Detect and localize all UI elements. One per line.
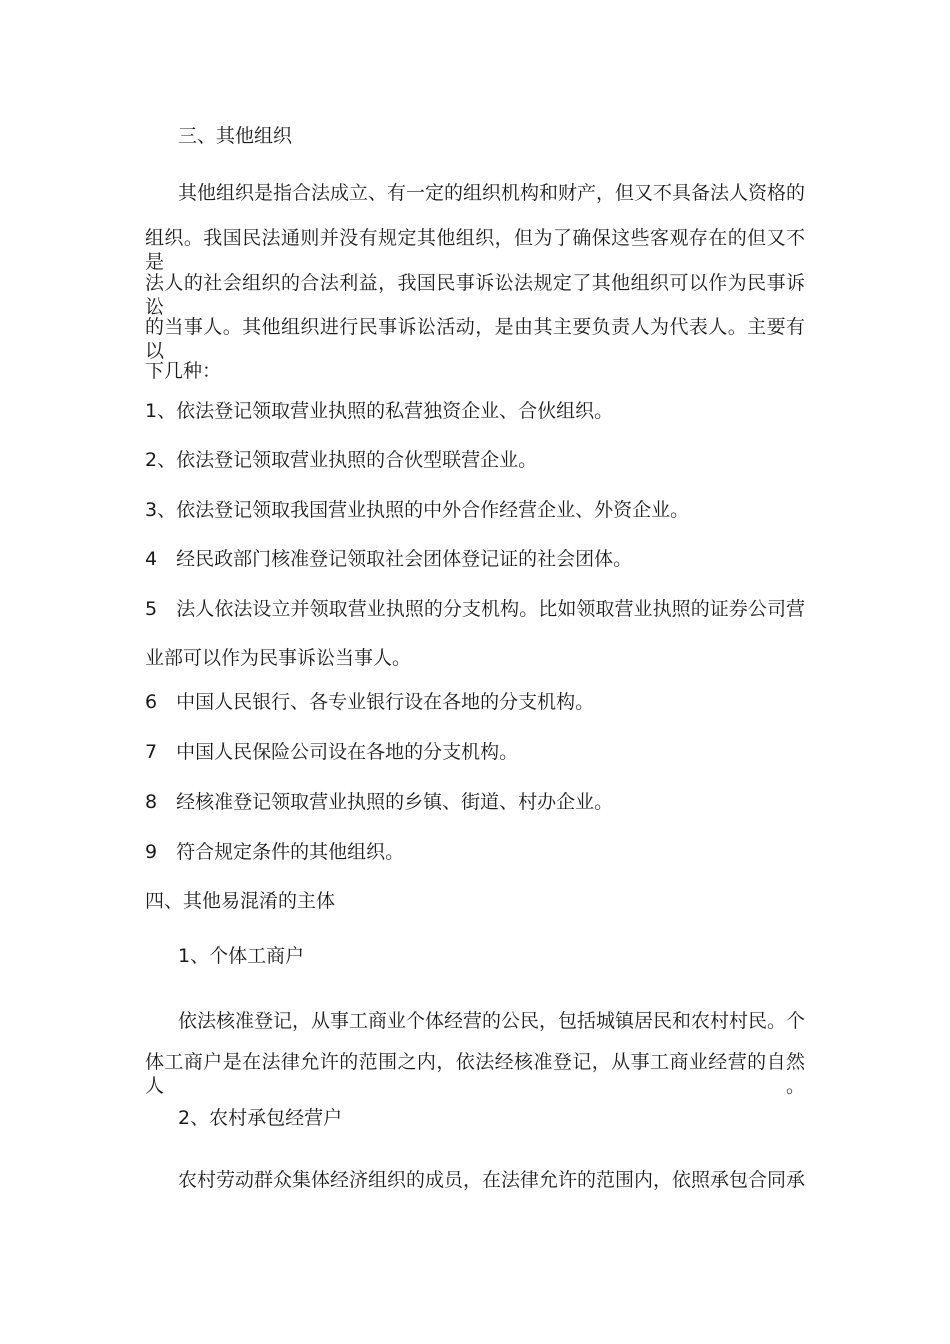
- list-item: 3、依法登记领取我国营业执照的中外合作经营企业、外资企业。: [145, 499, 690, 521]
- list-item: 4 经民政部门核准登记领取社会团体登记证的社会团体。: [145, 548, 633, 570]
- list-item-continuation: 业部可以作为民事诉讼当事人。: [145, 647, 412, 669]
- paragraph-line: 农村劳动群众集体经济组织的成员，在法律允许的范围内，依照承包合同承: [178, 1169, 806, 1191]
- list-item: 5 法人依法设立并领取营业执照的分支机构。比如领取营业执照的证券公司营: [145, 598, 805, 620]
- section-heading-other-organizations: 三、其他组织: [178, 125, 293, 147]
- paragraph-line: 下几种：: [145, 360, 222, 382]
- paragraph-line: 法人的社会组织的合法利益，我国民事诉讼法规定了其他组织可以作为民事诉讼: [145, 272, 805, 318]
- paragraph-line: 其他组织是指合法成立、有一定的组织机构和财产，但又不具备法人资格的: [178, 182, 806, 204]
- subsection-heading: 1、个体工商户: [178, 945, 305, 967]
- list-item: 2、依法登记领取营业执照的合伙型联营企业。: [145, 449, 538, 471]
- list-item: 7 中国人民保险公司设在各地的分支机构。: [145, 741, 519, 763]
- paragraph-line: 的当事人。其他组织进行民事诉讼活动，是由其主要负责人为代表人。主要有以: [145, 316, 805, 362]
- list-item: 1、依法登记领取营业执照的私营独资企业、合伙组织。: [145, 400, 614, 422]
- paragraph-line: 体工商户是在法律允许的范围之内，依法经核准登记，从事工商业经营的自然人。: [145, 1051, 805, 1097]
- list-item: 6 中国人民银行、各专业银行设在各地的分支机构。: [145, 691, 595, 713]
- paragraph-line: 组织。我国民法通则并没有规定其他组织，但为了确保这些客观存在的但又不是: [145, 227, 805, 273]
- list-item: 9 符合规定条件的其他组织。: [145, 841, 405, 863]
- section-heading-confusable-subjects: 四、其他易混淆的主体: [145, 890, 336, 912]
- paragraph-line: 依法核准登记，从事工商业个体经营的公民，包括城镇居民和农村村民。个: [178, 1010, 806, 1032]
- list-item: 8 经核准登记领取营业执照的乡镇、街道、村办企业。: [145, 791, 614, 813]
- subsection-heading: 2、农村承包经营户: [178, 1107, 343, 1129]
